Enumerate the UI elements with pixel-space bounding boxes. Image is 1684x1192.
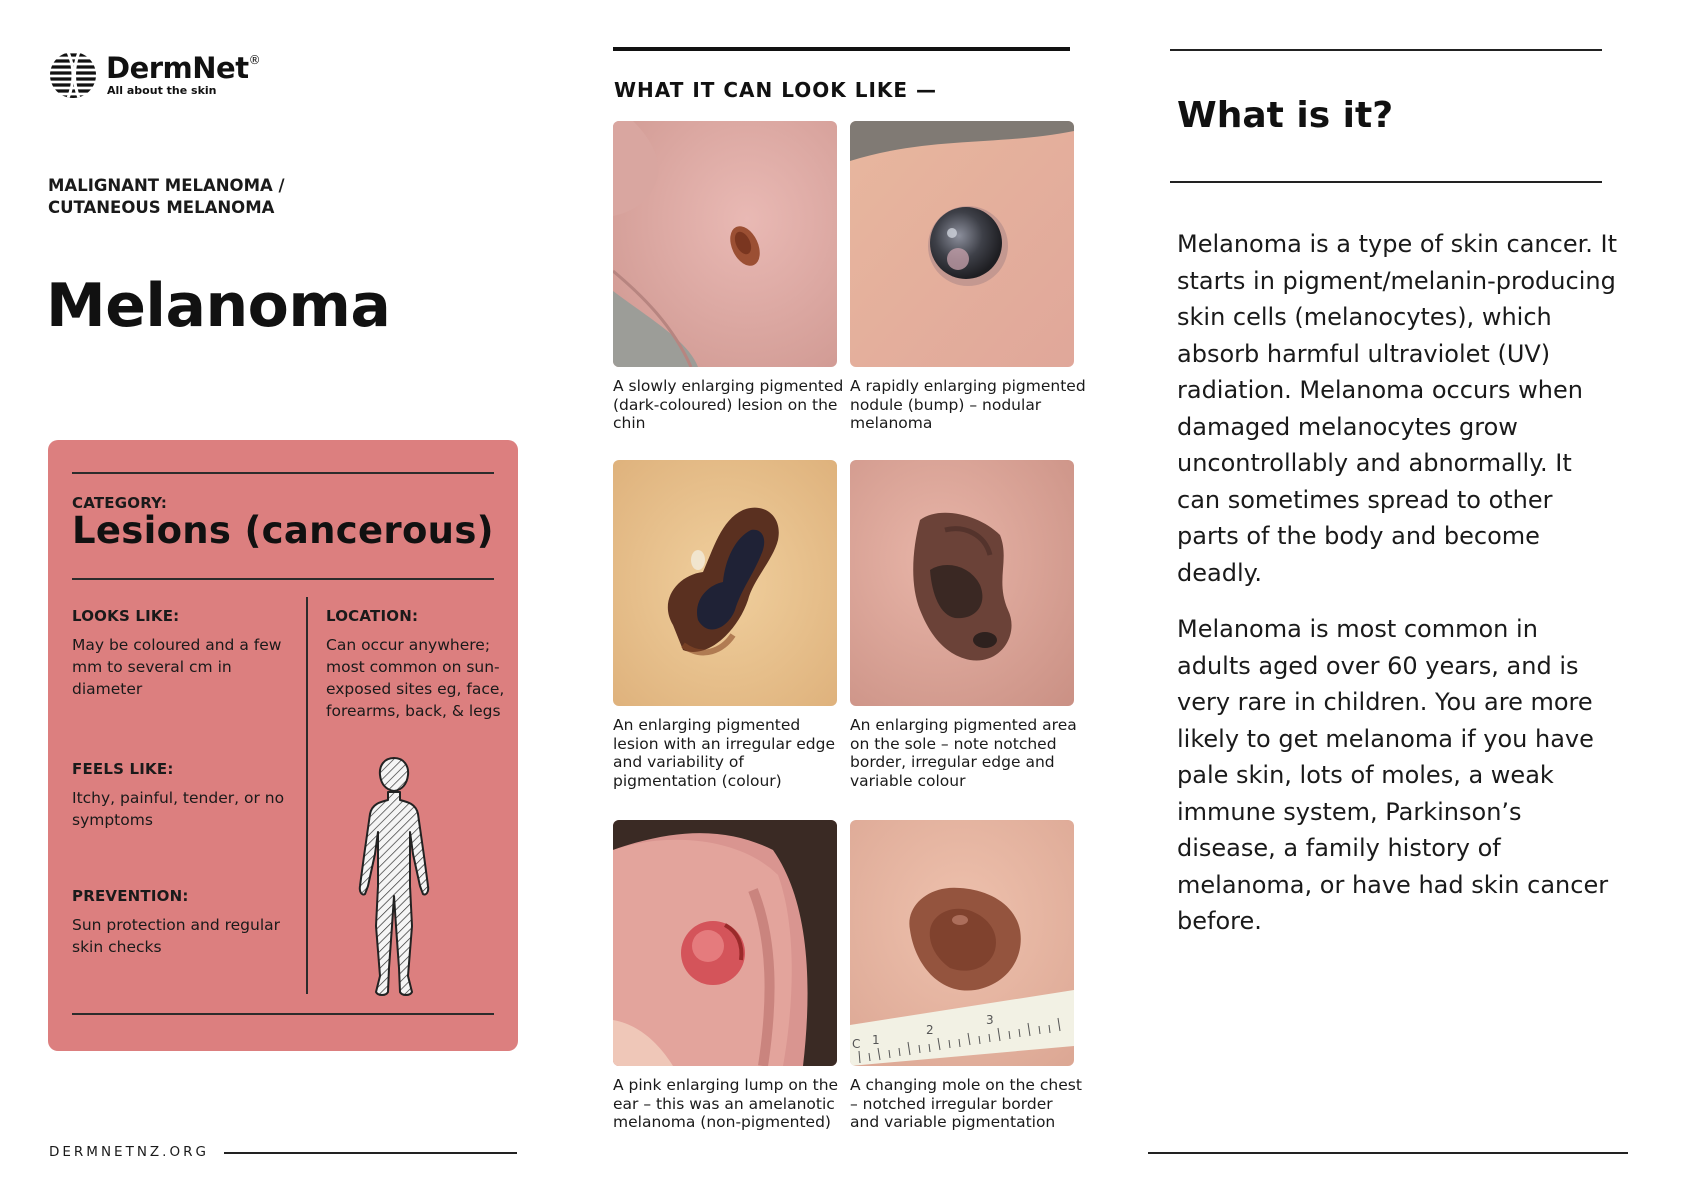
breadcrumb-line-2: CUTANEOUS MELANOMA (48, 198, 275, 217)
footer-rule-right (1148, 1152, 1628, 1154)
what-is-it-heading: What is it? (1177, 95, 1394, 136)
summary-card (48, 440, 518, 1051)
prevention-value: Sun protection and regular skin checks (72, 916, 281, 956)
card-column-divider (306, 597, 308, 994)
sole-lesion-caption: An enlarging pigmented area on the sole – note notched border, irregular edge and variable colour (850, 716, 1077, 790)
what-is-it-paragraph-2: Melanoma is most common in adults aged over 60 years, and is very rare in children. You are more likely to get melanoma if you have pale skin, lots of moles, a weak immune system, Parkinson’s disease, a family history of melanoma, or have had skin cancer before. (1177, 615, 1609, 935)
footer-rule-left (224, 1152, 517, 1154)
chin-lesion-photo (613, 121, 837, 367)
ruler-mark-1: 1 (872, 1033, 880, 1047)
gallery-top-rule (613, 47, 1070, 51)
ear-lump-photo (613, 820, 837, 1066)
looks-like-value: May be coloured and a few mm to several cm in diameter (72, 636, 282, 698)
right-top-rule (1170, 49, 1602, 51)
location-label: LOCATION: (326, 607, 419, 625)
right-heading-rule (1170, 181, 1602, 183)
prevention-label: PREVENTION: (72, 887, 189, 905)
chin-lesion-caption: A slowly enlarging pigmented (dark-coloured) lesion on the chin (613, 377, 844, 432)
card-rule-top (72, 472, 494, 474)
page-title: Melanoma (46, 271, 391, 341)
footer-url[interactable]: DERMNETNZ.ORG (49, 1144, 209, 1160)
breadcrumb (48, 175, 285, 219)
dermnet-logo[interactable] (48, 50, 260, 100)
breadcrumb-line-1: MALIGNANT MELANOMA / (48, 176, 285, 195)
sole-lesion-photo (850, 460, 1074, 706)
chest-mole-photo (850, 820, 1074, 1066)
location-value: Can occur anywhere; most common on sun-exposed sites eg, face, forearms, back, & legs (326, 636, 505, 720)
nodular-melanoma-caption: A rapidly enlarging pigmented nodule (bump) – nodular melanoma (850, 377, 1086, 432)
gallery-heading: WHAT IT CAN LOOK LIKE — (614, 78, 938, 102)
human-body-icon (354, 756, 434, 999)
ear-lump-caption: A pink enlarging lump on the ear – this was an amelanotic melanoma (non-pigmented) (613, 1076, 839, 1131)
category-value: Lesions (cancerous) (72, 509, 494, 552)
card-rule-middle (72, 578, 494, 580)
card-rule-bottom (72, 1013, 494, 1015)
brand-tagline: All about the skin (107, 84, 217, 97)
ruler-mark-c: C (852, 1037, 861, 1051)
ruler-mark-2: 2 (926, 1023, 934, 1037)
irregular-lesion-photo (613, 460, 837, 706)
looks-like-label: LOOKS LIKE: (72, 607, 180, 625)
ruler-mark-3: 3 (986, 1013, 994, 1027)
irregular-lesion-caption: An enlarging pigmented lesion with an irregular edge and variability of pigmentation (colour) (613, 716, 836, 790)
dermnet-globe-icon (48, 50, 98, 100)
feels-like-value: Itchy, painful, tender, or no symptoms (72, 789, 285, 829)
brand-name: DermNet® (106, 51, 261, 85)
nodular-melanoma-photo (850, 121, 1074, 367)
category-label: CATEGORY: (72, 494, 168, 512)
chest-mole-caption: A changing mole on the chest – notched irregular border and variable pigmentation (850, 1076, 1082, 1131)
feels-like-label: FEELS LIKE: (72, 760, 174, 778)
what-is-it-paragraph-1: Melanoma is a type of skin cancer. It starts in pigment/melanin-producing skin cells (melanocytes), which absorb harmful ultraviolet (UV) radiation. Melanoma occurs when damaged melanocytes grow uncontrollably and abnormally. It can sometimes spread to other parts of the body and become deadly. (1177, 230, 1617, 587)
